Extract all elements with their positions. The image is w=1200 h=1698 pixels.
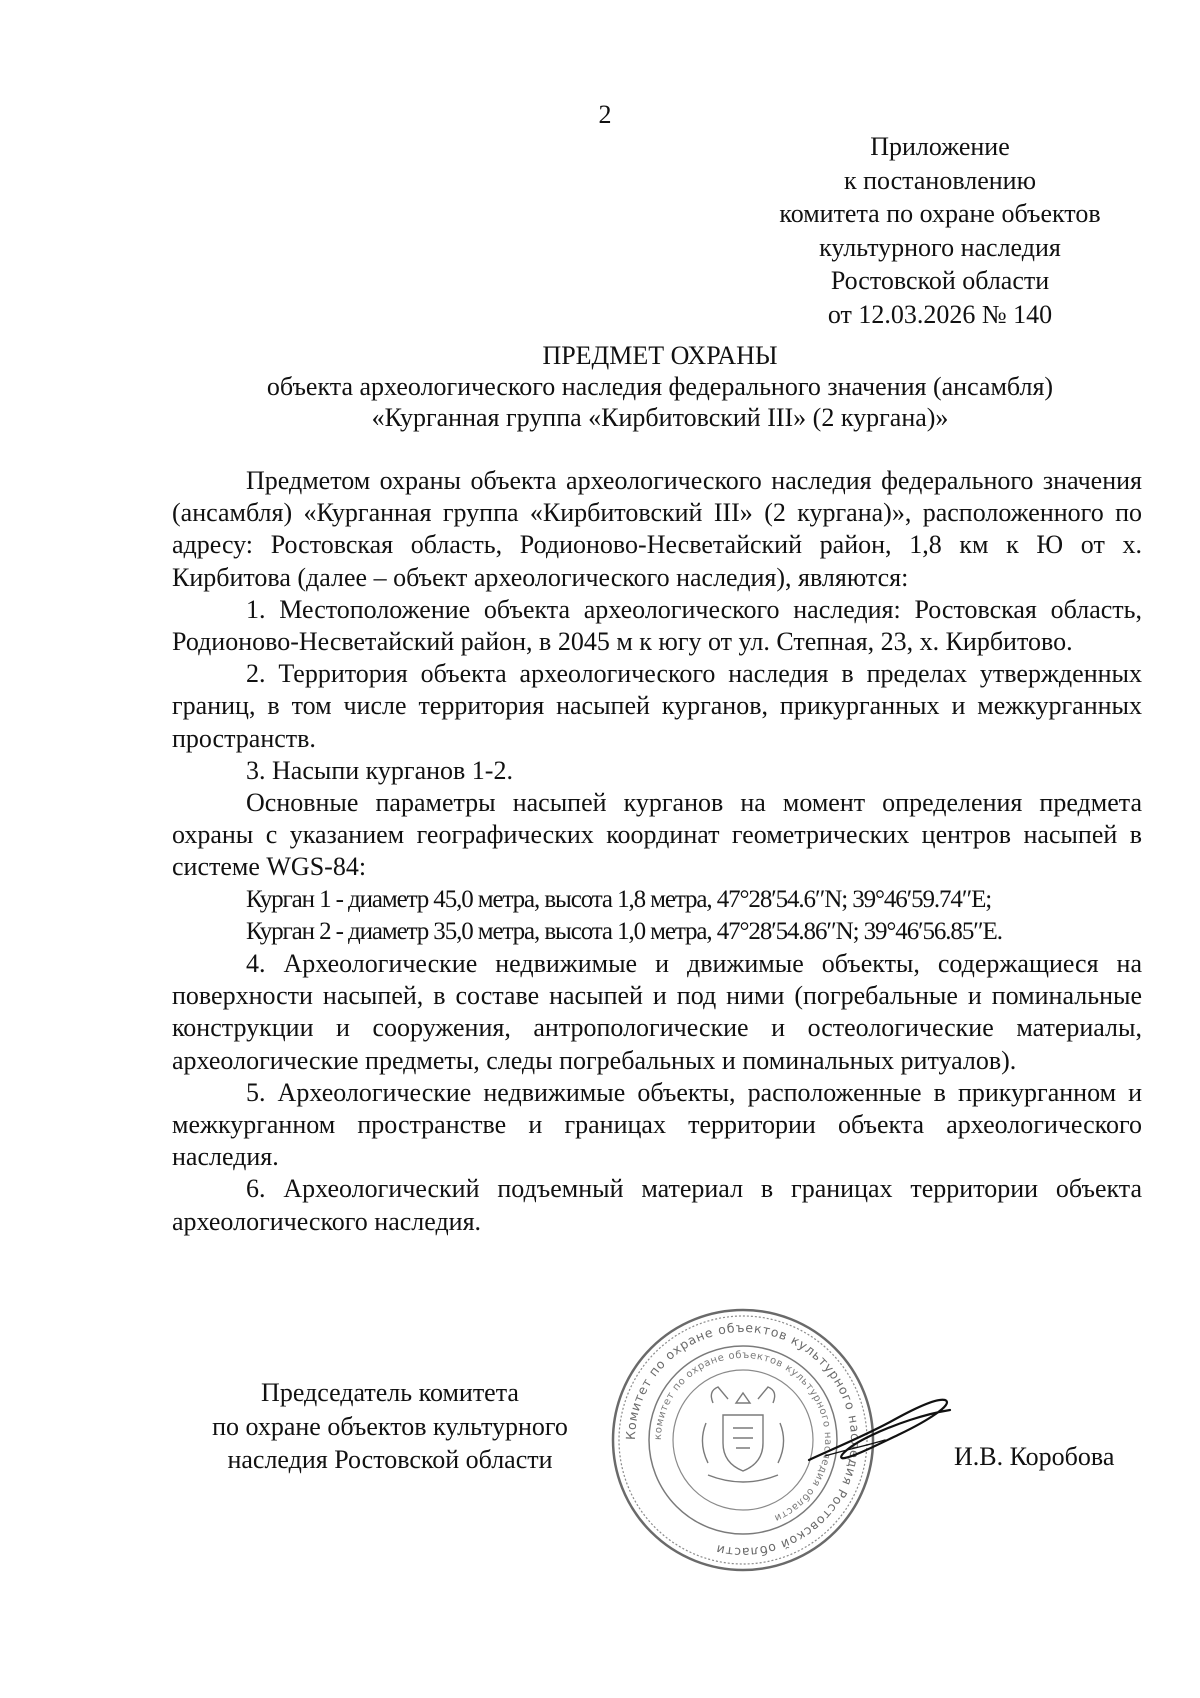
item-3-mounds: 3. Насыпи курганов 1-2. [246, 755, 513, 785]
appendix-block [740, 130, 1140, 332]
page-number: 2 [598, 100, 612, 129]
item-1-location: 1. Местоположение объекта археологического наследия: Ростовская область, Родионово-Несветайский район, в 2045 м к югу от ул. Степная, 23, х. Кирбитово. [172, 594, 1142, 657]
kurgan-1-coordinates: Курган 1 - диаметр 45,0 метра, высота 1,8 метра, 47°28′54.6″N; 39°46′59.74″E; [246, 885, 992, 913]
item-4-objects: 4. Археологические недвижимые и движимые объекты, содержащиеся на поверхности насыпей, в составе насыпей и под ними (погребальные и поминальные конструкции и сооружения, антропологические и остеологические материалы, археологические предметы, следы погребальных и поминальных ритуалов). [172, 949, 1142, 1075]
document-body [172, 465, 1142, 1238]
signatory-position [170, 1376, 610, 1477]
title-object-name: «Курганная группа «Кирбитовский III» (2 кургана)» [371, 403, 949, 432]
title-subheading: объекта археологического наследия федерального значения (ансамбля) [266, 372, 1054, 401]
coat-of-arms-icon [702, 1387, 783, 1482]
appendix-line: культурного наследия [819, 232, 1061, 262]
appendix-date-number: от 12.03.2026 № 140 [827, 299, 1053, 329]
item-5-objects: 5. Археологические недвижимые объекты, расположенные в прикурганном и межкурганном пространстве и границах территории объекта археологического наследия. [172, 1077, 1142, 1172]
item-6-material: 6. Археологический подъемный материал в границах территории объекта археологического наследия. [172, 1174, 1142, 1236]
item-2-territory: 2. Территория объекта археологического наследия в пределах утвержденных границ, в том числе территория насыпей курганов, прикурганных и межкурганных пространств. [172, 659, 1142, 753]
signatory-name: И.В. Коробова [954, 1442, 1115, 1471]
svg-text:Комитет по охране объектов кул: Комитет по охране объектов культурного наследия Ростовской области [622, 1319, 864, 1561]
appendix-line: Ростовской области [830, 266, 1050, 296]
position-line: Председатель комитета [261, 1378, 519, 1407]
position-line: по охране объектов культурного [212, 1411, 568, 1441]
appendix-line: комитета по охране объектов [779, 199, 1101, 229]
appendix-line: к постановлению [843, 165, 1037, 195]
position-line: наследия Ростовской области [227, 1445, 553, 1474]
kurgan-2-coordinates: Курган 2 - диаметр 35,0 метра, высота 1,0 метра, 47°28′54.86″N; 39°46′56.85″E. [246, 917, 1002, 945]
handwritten-signature [805, 1390, 955, 1475]
parameters-paragraph: Основные параметры насыпей курганов на момент определения предмета охраны с указанием географических координат геометрических центров насыпей в системе WGS-84: [172, 788, 1142, 882]
svg-text:комитет по охране объектов кул: комитет по охране объектов культурного наследия области [652, 1349, 834, 1524]
appendix-line: Приложение [870, 132, 1010, 161]
intro-paragraph: Предметом охраны объекта археологического наследия федерального значения (ансамбля) «Курганная группа «Кирбитовский III» (2 кургана)», расположенного по адресу: Ростовская область, Родионово-Несветайский район, 1,8 км к Ю от х. Кирбитова (далее – объект археологического наследия), являются: [172, 466, 1142, 592]
document-title [150, 340, 1170, 433]
title-heading: ПРЕДМЕТ ОХРАНЫ [542, 341, 778, 370]
